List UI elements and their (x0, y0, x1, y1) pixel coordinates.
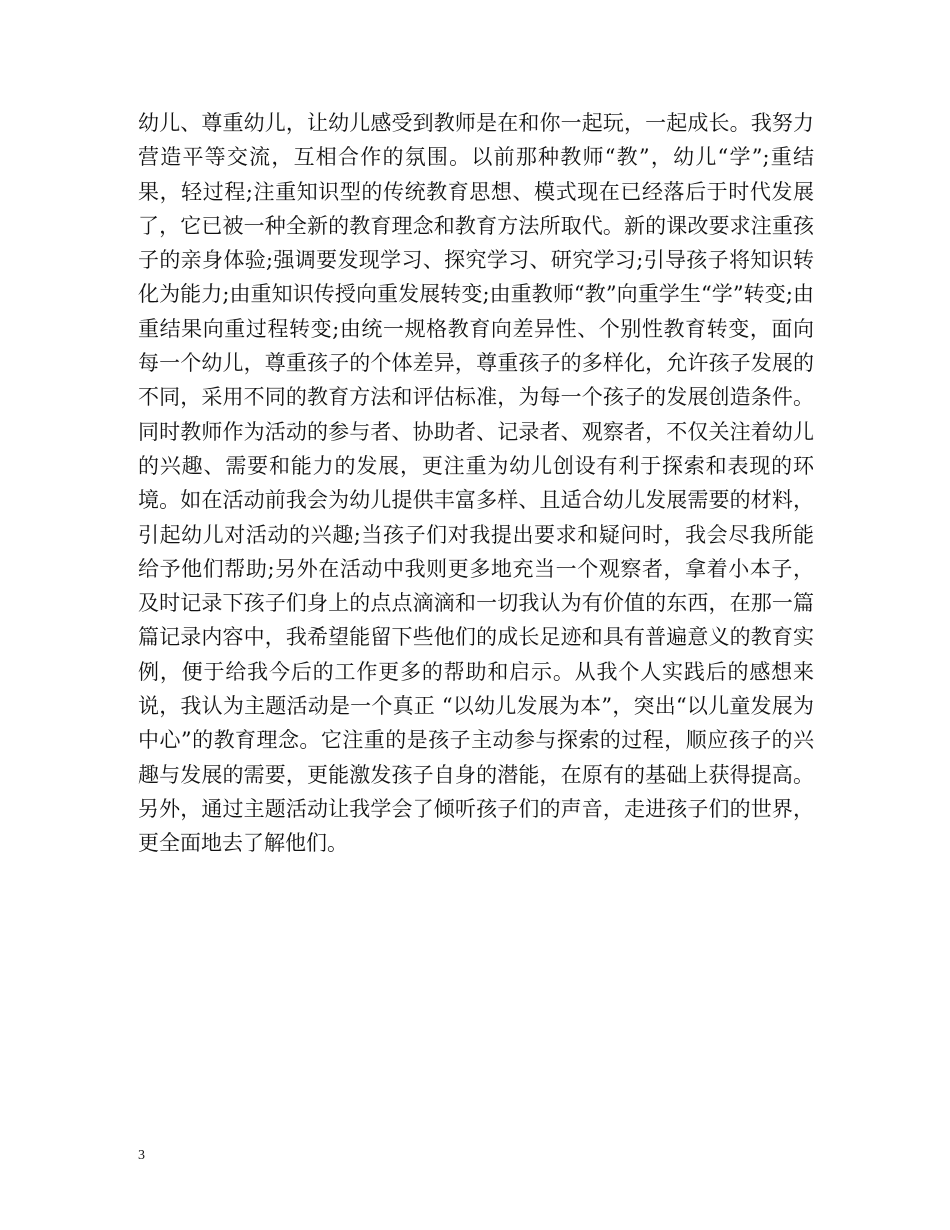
page-number: 3 (138, 1148, 145, 1163)
body-paragraph: 幼儿、尊重幼儿，让幼儿感受到教师是在和你一起玩，一起成长。我努力营造平等交流，互相合作的氛围。以前那种教师“教”，幼儿“学”;重结果，轻过程;注重知识型的传统教育思想、模式现在已经落后于时代发展了，它已被一种全新的教育理念和教育方法所取代。新的课改要求注重孩子的亲身体验;强调要发现学习、探究学习、研究学习;引导孩子将知识转化为能力;由重知识传授向重发展转变;由重教师“教”向重学生“学”转变;由重结果向重过程转变;由统一规格教育向差异性、个别性教育转变，面向每一个幼儿，尊重孩子的个体差异，尊重孩子的多样化，允许孩子发展的不同，采用不同的教育方法和评估标准，为每一个孩子的发展创造条件。同时教师作为活动的参与者、协助者、记录者、观察者，不仅关注着幼儿的兴趣、需要和能力的发展，更注重为幼儿创设有利于探索和表现的环境。如在活动前我会为幼儿提供丰富多样、且适合幼儿发展需要的材料，引起幼儿对活动的兴趣;当孩子们对我提出要求和疑问时，我会尽我所能给予他们帮助;另外在活动中我则更多地充当一个观察者，拿着小本子，及时记录下孩子们身上的点点滴滴和一切我认为有价值的东西，在那一篇篇记录内容中，我希望能留下些他们的成长足迹和具有普遍意义的教育实例，便于给我今后的工作更多的帮助和启示。从我个人实践后的感想来说，我认为主题活动是一个真正 “以幼儿发展为本”，突出“以儿童发展为中心”的教育理念。它注重的是孩子主动参与探索的过程，顺应孩子的兴趣与发展的需要，更能激发孩子自身的潜能，在原有的基础上获得提高。另外，通过主题活动让我学会了倾听孩子们的声音，走进孩子们的世界，更全面地去了解他们。 (138, 111, 814, 856)
